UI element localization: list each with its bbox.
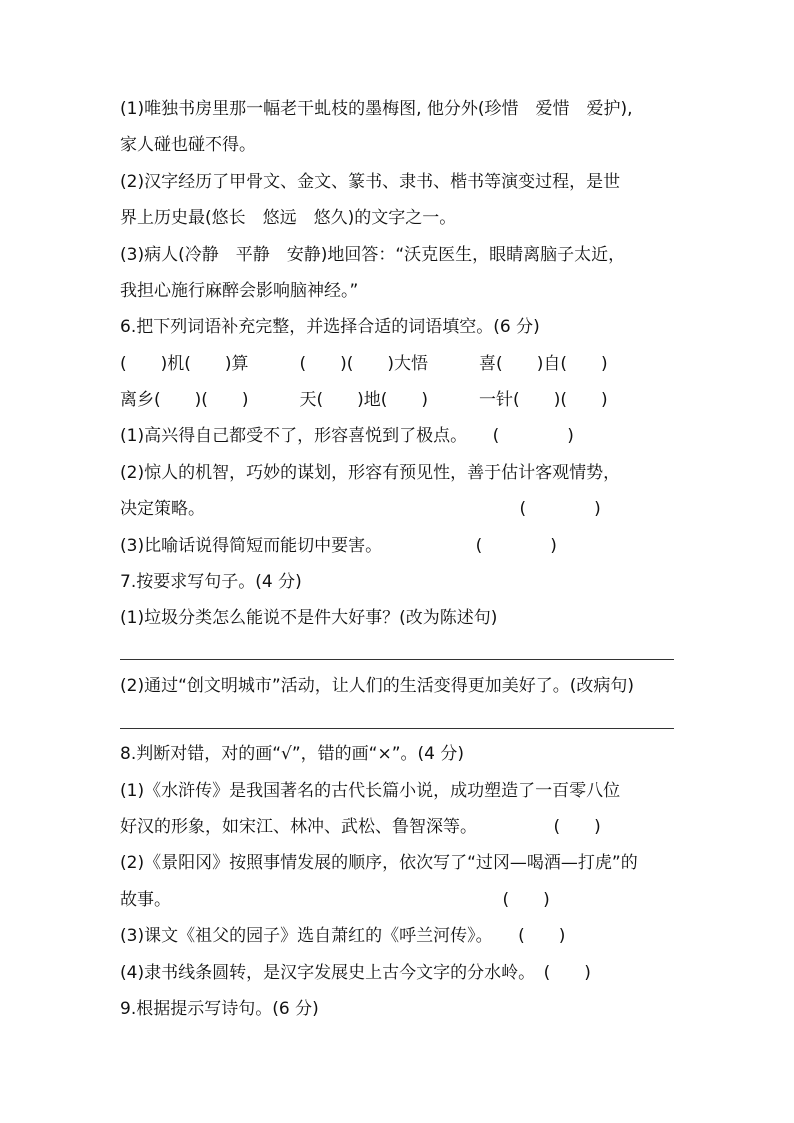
q8-item3: (3)课文《祖父的园子》选自萧红的《呼兰河传》。 ( ) [120,926,566,946]
q7-item1: (1)垃圾分类怎么能说不是件大好事？(改为陈述句) [120,608,498,628]
q7-item1-answer-line[interactable] [120,659,674,660]
q6-idioms-row1: ( )机( )算 ( )( )大悟 喜( )自( ) [120,354,608,374]
q7-item2: (2)通过“创文明城市”活动，让人们的生活变得更加美好了。(改病句) [120,676,634,696]
q8-heading: 8.判断对错，对的画“√”，错的画“×”。(4 分) [120,744,465,764]
q5-item3-line1: (3)病人(冷静 平静 安静)地回答：“沃克医生，眼睛离脑子太近， [120,245,626,265]
q6-item1: (1)高兴得自己都受不了，形容喜悦到了极点。 ( ) [120,426,574,446]
q5-item3-line2: 我担心施行麻醉会影响脑神经。” [120,281,359,301]
q8-item1-line1: (1)《水浒传》是我国著名的古代长篇小说，成功塑造了一百零八位 [120,781,621,801]
q5-item2-line2: 界上历史最(悠长 悠远 悠久)的文字之一。 [120,208,457,228]
q8-item1-line2: 好汉的形象，如宋江、林冲、武松、鲁智深等。 ( ) [120,817,601,837]
q5-item1-line1: (1)唯独书房里那一幅老干虬枝的墨梅图, 他分外(珍惜 爱惜 爱护), [120,99,633,119]
q5-item2-line1: (2)汉字经历了甲骨文、金文、篆书、隶书、楷书等演变过程，是世 [120,172,621,192]
q8-item4: (4)隶书线条圆转，是汉字发展史上古今文字的分水岭。 ( ) [120,963,591,983]
q8-item2-line2: 故事。 ( ) [120,890,550,910]
q7-item2-answer-line[interactable] [120,728,674,729]
q6-item2-line2: 决定策略。 ( ) [120,499,601,519]
q6-idioms-row2: 离乡( )( ) 天( )地( ) 一针( )( ) [120,390,608,410]
q6-item2-line1: (2)惊人的机智，巧妙的谋划，形容有预见性，善于估计客观情势， [120,463,621,483]
q5-item1-line2: 家人碰也碰不得。 [120,135,256,155]
q9-heading: 9.根据提示写诗句。(6 分) [120,999,319,1019]
q8-item2-line1: (2)《景阳冈》按照事情发展的顺序，依次写了“过冈—喝酒—打虎”的 [120,853,638,873]
q6-heading: 6.把下列词语补充完整，并选择合适的词语填空。(6 分) [120,317,540,337]
q7-heading: 7.按要求写句子。(4 分) [120,572,302,592]
q6-item3: (3)比喻话说得简短而能切中要害。 ( ) [120,536,557,556]
